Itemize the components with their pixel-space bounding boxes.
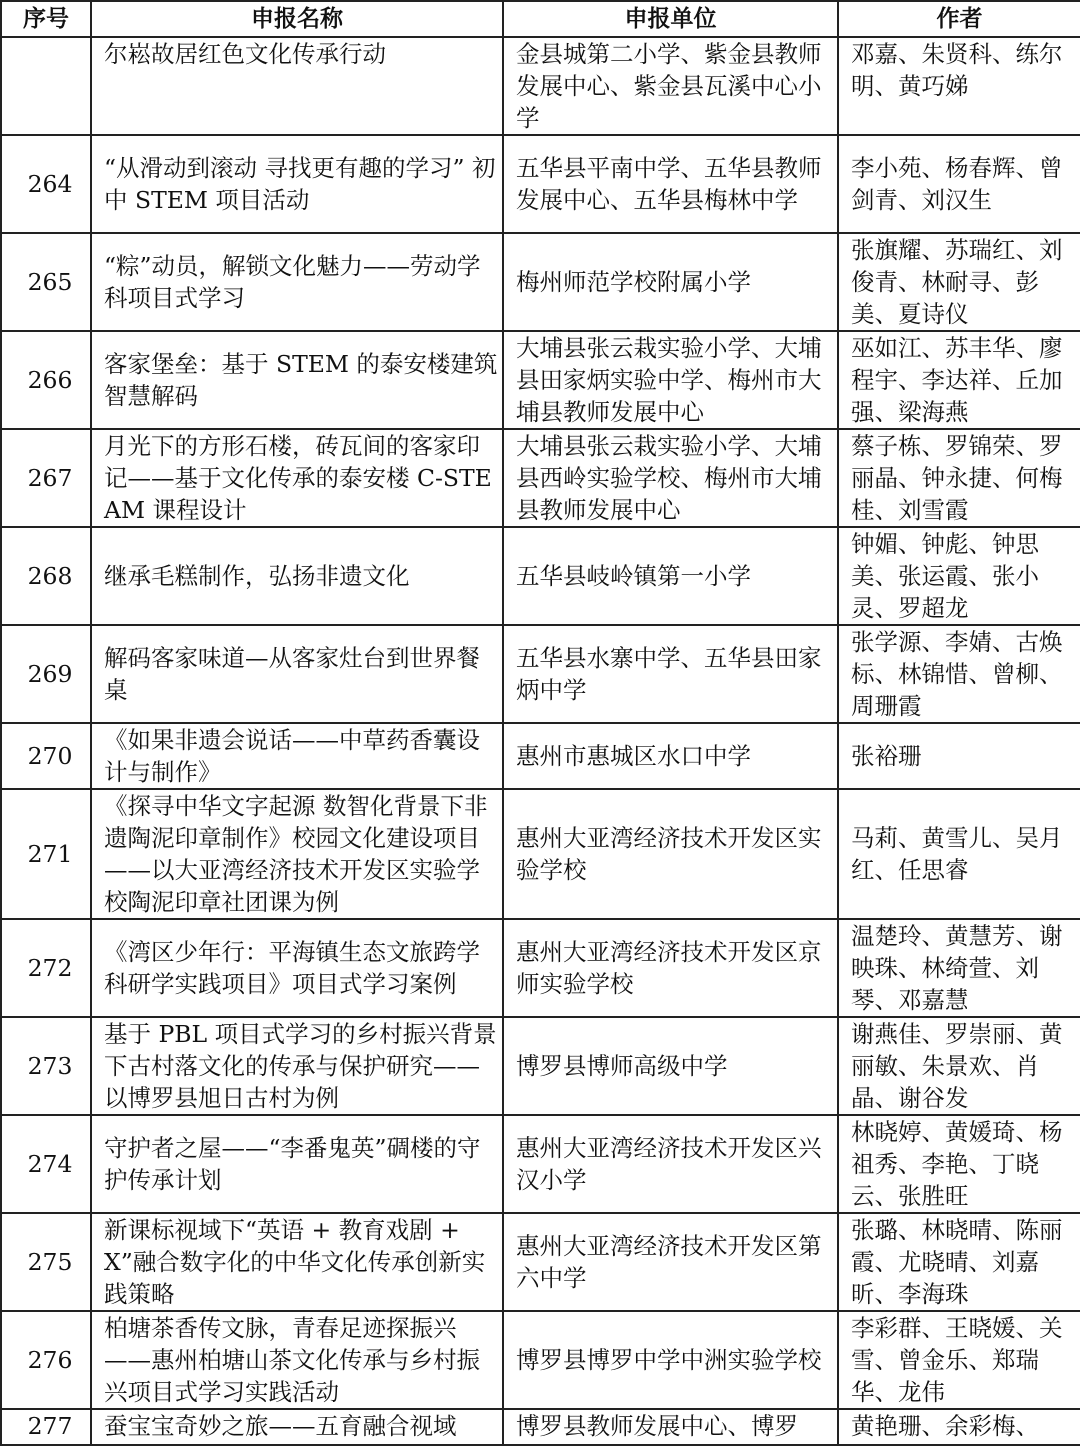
applicant-unit: 惠州大亚湾经济技术开发区第六中学 [503,1213,838,1311]
project-name: 《探寻中华文字起源 数智化背景下非遗陶泥印章制作》校园文化建设项目——以大亚湾经济技术开发区实验学校陶泥印章社团课为例 [91,789,503,919]
authors: 林晓婷、黄媛琦、杨祖秀、李艳、丁晓云、张胜旺 [838,1115,1080,1213]
project-name: 尔崧故居红色文化传承行动 [91,37,503,135]
row-number: 273 [1,1017,91,1115]
applicant-unit: 五华县平南中学、五华县教师发展中心、五华县梅林中学 [503,135,838,233]
table-row [1,1115,1080,1213]
authors: 李小苑、杨春辉、曾剑青、刘汉生 [838,135,1080,233]
table-row [1,1213,1080,1311]
applicant-unit: 惠州市惠城区水口中学 [503,723,838,789]
table-row [1,625,1080,723]
applicant-unit: 梅州师范学校附属小学 [503,233,838,331]
row-number: 265 [1,233,91,331]
applicant-unit: 博罗县博师高级中学 [503,1017,838,1115]
row-number: 275 [1,1213,91,1311]
project-name: 月光下的方形石楼，砖瓦间的客家印记——基于文化传承的泰安楼 C-STEAM 课程设计 [91,429,503,527]
table-row [1,789,1080,919]
row-number: 269 [1,625,91,723]
authors: 李彩群、王晓媛、关雪、曾金乐、郑瑞华、龙伟 [838,1311,1080,1409]
header-name: 申报名称 [91,1,503,37]
authors: 谢燕佳、罗崇丽、黄丽敏、朱景欢、肖晶、谢谷发 [838,1017,1080,1115]
project-name: 守护者之屋——“李番鬼英”碉楼的守护传承计划 [91,1115,503,1213]
table-row [1,527,1080,625]
project-name: 新课标视域下“英语 + 教育戏剧 + X”融合数字化的中华文化传承创新实践策略 [91,1213,503,1311]
authors: 张璐、林晓晴、陈丽霞、尤晓晴、刘嘉昕、李海珠 [838,1213,1080,1311]
header-row [1,1,1080,37]
row-number: 272 [1,919,91,1017]
row-number: 276 [1,1311,91,1409]
applicant-unit: 博罗县博罗中学中洲实验学校 [503,1311,838,1409]
row-number: 271 [1,789,91,919]
authors: 张旗耀、苏瑞红、刘俊青、林耐寻、彭美、夏诗仪 [838,233,1080,331]
row-number: 264 [1,135,91,233]
applicant-unit: 金县城第二小学、紫金县教师发展中心、紫金县瓦溪中心小学 [503,37,838,135]
applicant-unit: 惠州大亚湾经济技术开发区兴汉小学 [503,1115,838,1213]
row-number: 270 [1,723,91,789]
authors: 张学源、李婧、古焕标、林锦惜、曾柳、周珊霞 [838,625,1080,723]
applicant-unit: 大埔县张云栽实验小学、大埔县田家炳实验中学、梅州市大埔县教师发展中心 [503,331,838,429]
authors: 巫如江、苏丰华、廖程宇、李达祥、丘加强、梁海燕 [838,331,1080,429]
applicant-unit: 五华县水寨中学、五华县田家炳中学 [503,625,838,723]
project-name: “从滑动到滚动 寻找更有趣的学习” 初中 STEM 项目活动 [91,135,503,233]
project-name: 基于 PBL 项目式学习的乡村振兴背景下古村落文化的传承与保护研究——以博罗县旭日古村为例 [91,1017,503,1115]
table-row [1,429,1080,527]
project-name: 《湾区少年行：平海镇生态文旅跨学科研学实践项目》项目式学习案例 [91,919,503,1017]
authors: 马莉、黄雪儿、吴月红、任思睿 [838,789,1080,919]
authors: 蔡子栋、罗锦荣、罗丽晶、钟永捷、何梅桂、刘雪霞 [838,429,1080,527]
row-number: 274 [1,1115,91,1213]
applicant-unit: 大埔县张云栽实验小学、大埔县西岭实验学校、梅州市大埔县教师发展中心 [503,429,838,527]
authors: 温楚玲、黄慧芳、谢映珠、林绮萱、刘琴、邓嘉慧 [838,919,1080,1017]
table-row [1,37,1080,135]
table-row [1,331,1080,429]
applicant-unit: 惠州大亚湾经济技术开发区实验学校 [503,789,838,919]
table-row [1,723,1080,789]
project-name: 解码客家味道—从客家灶台到世界餐桌 [91,625,503,723]
project-name: 客家堡垒：基于 STEM 的泰安楼建筑智慧解码 [91,331,503,429]
header-unit: 申报单位 [503,1,838,37]
table-row [1,919,1080,1017]
project-name: “粽”动员，解锁文化魅力——劳动学科项目式学习 [91,233,503,331]
table-row [1,1017,1080,1115]
authors: 黄艳珊、余彩梅、 [838,1409,1080,1445]
table-row [1,1409,1080,1445]
row-number [1,37,91,135]
authors: 邓嘉、朱贤科、练尔明、黄巧娣 [838,37,1080,135]
authors: 钟媚、钟彪、钟思美、张运霞、张小灵、罗超龙 [838,527,1080,625]
project-name: 继承毛糕制作，弘扬非遗文化 [91,527,503,625]
row-number: 267 [1,429,91,527]
row-number: 266 [1,331,91,429]
header-no: 序号 [1,1,91,37]
table-row [1,233,1080,331]
table-row [1,1311,1080,1409]
row-number: 277 [1,1409,91,1445]
applicant-unit: 五华县岐岭镇第一小学 [503,527,838,625]
table-row [1,135,1080,233]
project-name: 蚕宝宝奇妙之旅——五育融合视域 [91,1409,503,1445]
row-number: 268 [1,527,91,625]
applicant-unit: 惠州大亚湾经济技术开发区京师实验学校 [503,919,838,1017]
header-authors: 作者 [838,1,1080,37]
project-name: 《如果非遗会说话——中草药香囊设计与制作》 [91,723,503,789]
applicant-unit: 博罗县教师发展中心、博罗 [503,1409,838,1445]
authors: 张裕珊 [838,723,1080,789]
project-name: 柏塘茶香传文脉，青春足迹探振兴——惠州柏塘山茶文化传承与乡村振兴项目式学习实践活动 [91,1311,503,1409]
